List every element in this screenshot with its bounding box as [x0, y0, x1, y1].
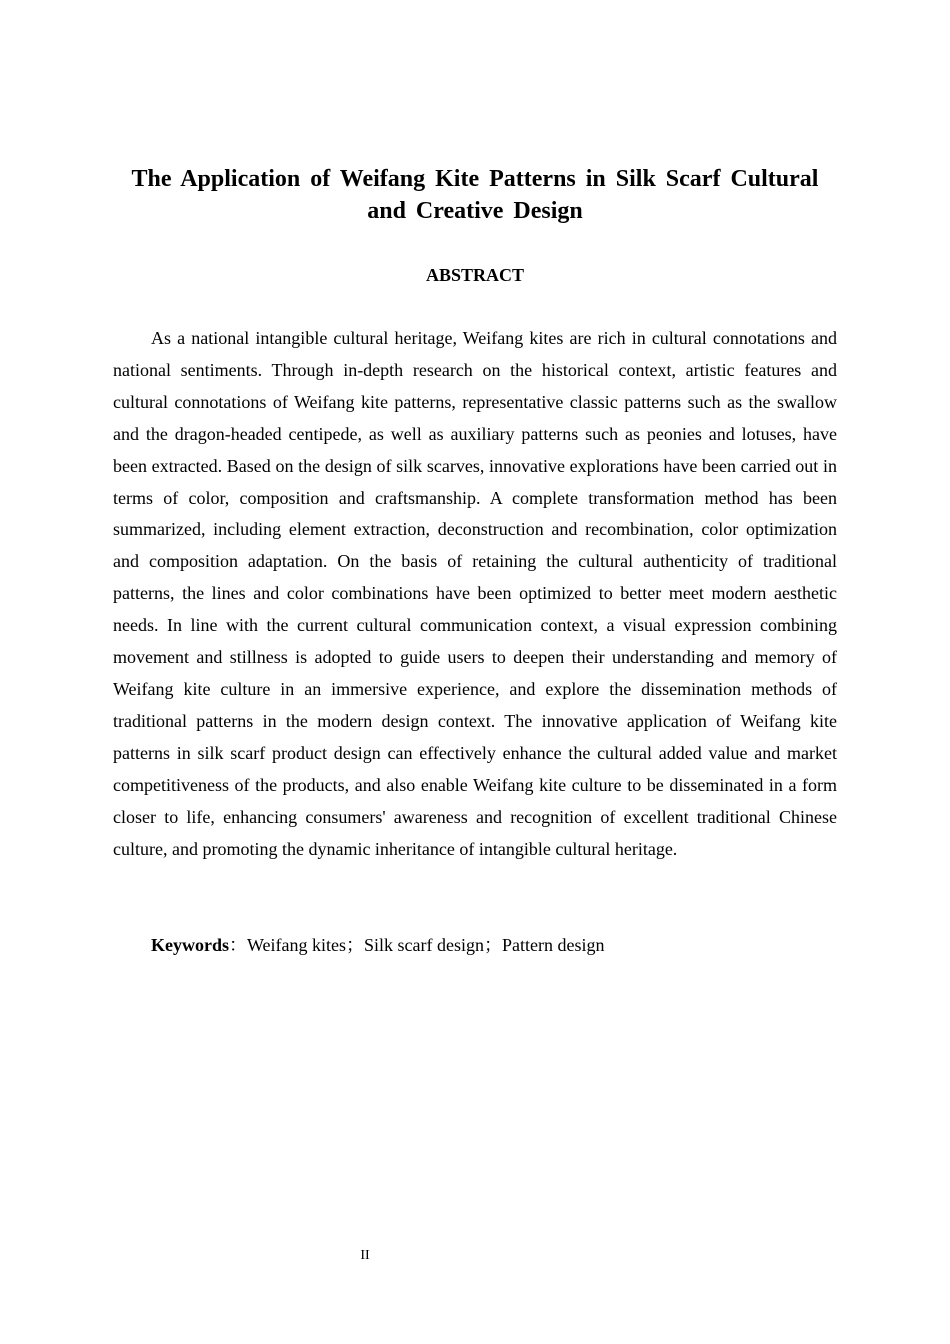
- abstract-body: As a national intangible cultural heritage, Weifang kites are rich in cultural connotations and national sentiments. Through in-depth research on the historical context, artistic features and cultural connotations of Weifang kite patterns, representative classic patterns such as the swallow and the dragon-headed centipede, as well as auxiliary patterns such as peonies and lotuses, have been extracted. Based on the design of silk scarves, innovative explorations have been carried out in terms of color, composition and craftsmanship. A complete transformation method has been summarized, including element extraction, deconstruction and recombination, color optimization and composition adaptation. On the basis of retaining the cultural authenticity of traditional patterns, the lines and color combinations have been optimized to better meet modern aesthetic needs. In line with the current cultural communication context, a visual expression combining movement and stillness is adopted to guide users to deepen their understanding and memory of Weifang kite culture in an immersive experience, and explore the dissemination methods of traditional patterns in the modern design context. The innovative application of Weifang kite patterns in silk scarf product design can effectively enhance the cultural added value and market competitiveness of the products, and also enable Weifang kite culture to be disseminated in a form closer to life, enhancing consumers' awareness and recognition of excellent traditional Chinese culture, and promoting the dynamic inheritance of intangible cultural heritage.: [113, 328, 837, 859]
- page-number: II: [360, 1248, 370, 1263]
- keywords-line: [151, 930, 837, 960]
- keywords-text: Weifang kites；Silk scarf design；Pattern design: [247, 935, 605, 955]
- keywords-separator: ：: [229, 935, 247, 955]
- keywords-label: Keywords: [151, 935, 229, 955]
- paper-title: The Application of Weifang Kite Patterns in Silk Scarf Cultural and Creative Design: [131, 166, 819, 224]
- abstract-heading: ABSTRACT: [425, 265, 525, 285]
